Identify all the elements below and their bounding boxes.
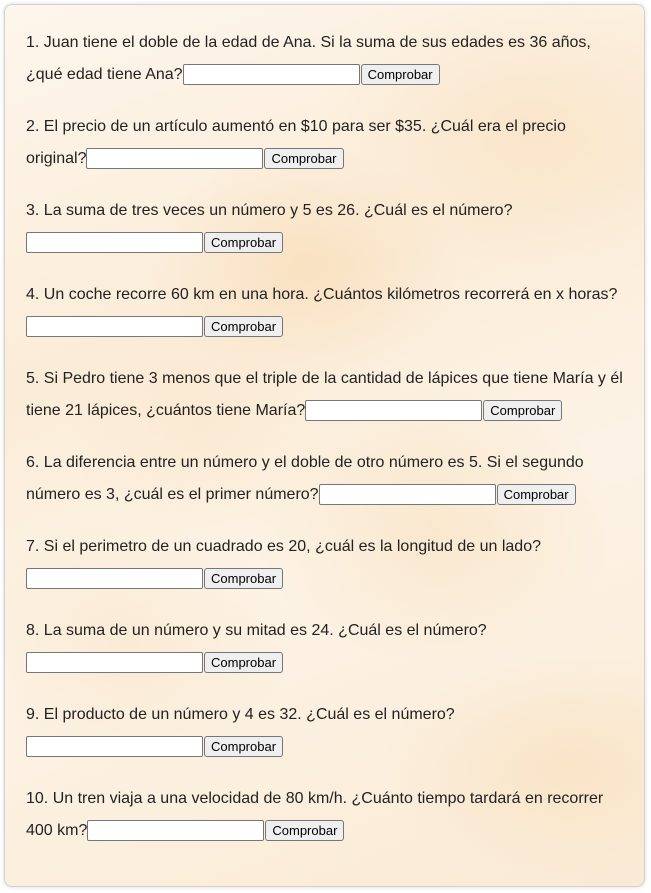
answer-input-3[interactable] — [26, 232, 203, 253]
question-7-text: 7. Si el perimetro de un cuadrado es 20, ¿cuál es la longitud de un lado? — [26, 538, 541, 555]
check-button-10[interactable]: Comprobar — [265, 820, 344, 841]
check-button-4[interactable]: Comprobar — [204, 316, 283, 337]
question-2-text: 2. El precio de un artículo aumentó en $10 para ser $35. ¿Cuál era el precio original? — [26, 118, 566, 167]
answer-input-4[interactable] — [26, 316, 203, 337]
check-button-6[interactable]: Comprobar — [497, 484, 576, 505]
question-5-text: 5. Si Pedro tiene 3 menos que el triple de la cantidad de lápices que tiene María y él tiene 21 lápices, ¿cuántos tiene María? — [26, 370, 623, 419]
quiz-card — [4, 4, 645, 887]
question-8 — [26, 615, 626, 679]
question-4-text: 4. Un coche recorre 60 km en una hora. ¿Cuántos kilómetros recorrerá en x horas? — [26, 286, 618, 303]
check-button-8[interactable]: Comprobar — [204, 652, 283, 673]
check-button-7[interactable]: Comprobar — [204, 568, 283, 589]
answer-input-8[interactable] — [26, 652, 203, 673]
question-3-text: 3. La suma de tres veces un número y 5 es 26. ¿Cuál es el número? — [26, 202, 513, 219]
answer-input-10[interactable] — [87, 820, 264, 841]
question-6 — [26, 447, 626, 511]
question-6-text: 6. La diferencia entre un número y el doble de otro número es 5. Si el segundo número es 3, ¿cuál es el primer número? — [26, 454, 584, 503]
answer-input-7[interactable] — [26, 568, 203, 589]
answer-input-2[interactable] — [86, 148, 263, 169]
question-7 — [26, 531, 626, 595]
answer-input-1[interactable] — [183, 64, 360, 85]
question-5 — [26, 363, 626, 427]
check-button-5[interactable]: Comprobar — [483, 400, 562, 421]
question-10-text: 10. Un tren viaja a una velocidad de 80 km/h. ¿Cuánto tiempo tardará en recorrer 400 km? — [26, 790, 604, 839]
answer-input-6[interactable] — [319, 484, 496, 505]
check-button-9[interactable]: Comprobar — [204, 736, 283, 757]
check-button-3[interactable]: Comprobar — [204, 232, 283, 253]
question-4 — [26, 279, 626, 343]
question-10 — [26, 783, 626, 847]
question-8-text: 8. La suma de un número y su mitad es 24. ¿Cuál es el número? — [26, 622, 487, 639]
check-button-2[interactable]: Comprobar — [264, 148, 343, 169]
question-9-text: 9. El producto de un número y 4 es 32. ¿Cuál es el número? — [26, 706, 455, 723]
question-2 — [26, 111, 626, 175]
answer-input-9[interactable] — [26, 736, 203, 757]
question-1-text: 1. Juan tiene el doble de la edad de Ana. Si la suma de sus edades es 36 años, ¿qué edad tiene Ana? — [26, 34, 591, 83]
question-1 — [26, 27, 626, 91]
answer-input-5[interactable] — [305, 400, 482, 421]
question-9 — [26, 699, 626, 763]
check-button-1[interactable]: Comprobar — [361, 64, 440, 85]
question-3 — [26, 195, 626, 259]
